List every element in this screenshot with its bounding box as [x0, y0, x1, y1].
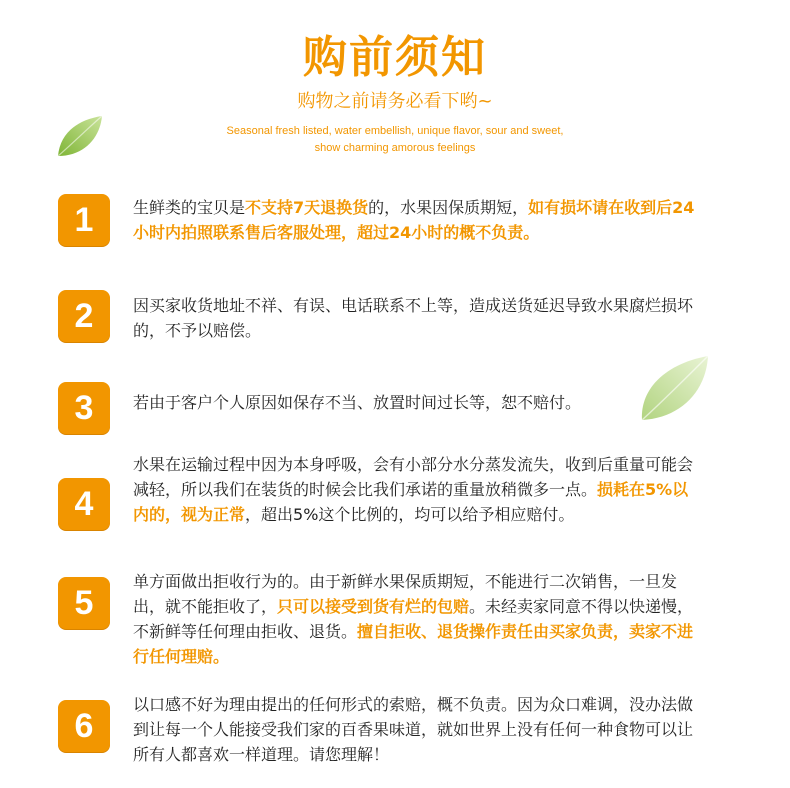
item-text-segment: 水果在运输过程中因为本身呼吸，会有小部分水分蒸发流失，收到后重量可能会减轻，所以我们在装货的时候会比我们承诺的重量放稍微多一点。 — [133, 455, 694, 499]
item-text-segment: 以口感不好为理由提出的任何形式的索赔，概不负责。因为众口难调，没办法做到让每一个人能接受我们家的百香果味道，就如世界上没有任何一种食物可以让所有人都喜欢一样道理。请您理解！ — [133, 695, 694, 764]
english-tagline-line1: Seasonal fresh listed, water embellish, unique flavor, sour and sweet, — [226, 125, 564, 137]
item-text-segment: 。未经卖家同意不得以快递慢，不新鲜等任何理由拒收、退货。 — [133, 597, 694, 641]
item-text-highlight: 损耗在5%以内的，视为正常 — [133, 480, 689, 524]
item-number-badge: 2 — [58, 290, 110, 342]
page-title: 购前须知 — [303, 32, 487, 83]
item-text-highlight: 只可以接受到货有烂的包赔 — [277, 597, 470, 616]
item-text — [133, 452, 703, 527]
item-number-badge: 6 — [58, 700, 110, 752]
item-text — [133, 390, 703, 415]
item-text — [133, 293, 703, 343]
item-number-badge: 1 — [58, 194, 110, 246]
item-text-highlight: 不支持7天退换货 — [245, 198, 369, 217]
item-text — [133, 569, 703, 669]
item-text-highlight: 擅自拒收、退货操作责任由买家负责，卖家不进行任何理赔。 — [133, 622, 694, 666]
item-text — [133, 195, 703, 245]
item-number-badge: 5 — [58, 577, 110, 629]
item-text — [133, 692, 703, 767]
english-tagline-line2: show charming amorous feelings — [314, 142, 476, 154]
item-text-segment: 若由于客户个人原因如保存不当、放置时间过长等，恕不赔付。 — [133, 393, 582, 412]
item-text-highlight: 如有损坏请在收到后24小时内拍照联系售后客服处理，超过24小时的概不负责。 — [133, 198, 695, 242]
item-number-badge: 4 — [58, 478, 110, 530]
item-text-segment: 因买家收货地址不祥、有误、电话联系不上等，造成送货延迟导致水果腐烂损坏的，不予以赔偿。 — [133, 296, 694, 340]
item-text-segment: 的，水果因保质期短， — [368, 198, 529, 217]
leaf-icon — [52, 112, 110, 162]
item-text-segment: ，超出5%这个比例的，均可以给予相应赔付。 — [245, 505, 575, 524]
item-text-segment: 单方面做出拒收行为的。由于新鲜水果保质期短，不能进行二次销售，一旦发出，就不能拒收了， — [133, 572, 678, 616]
item-text-segment: 生鲜类的宝贝是 — [133, 198, 246, 217]
page-subtitle: 购物之前请务必看下哟~ — [297, 91, 493, 112]
item-number-badge: 3 — [58, 382, 110, 434]
